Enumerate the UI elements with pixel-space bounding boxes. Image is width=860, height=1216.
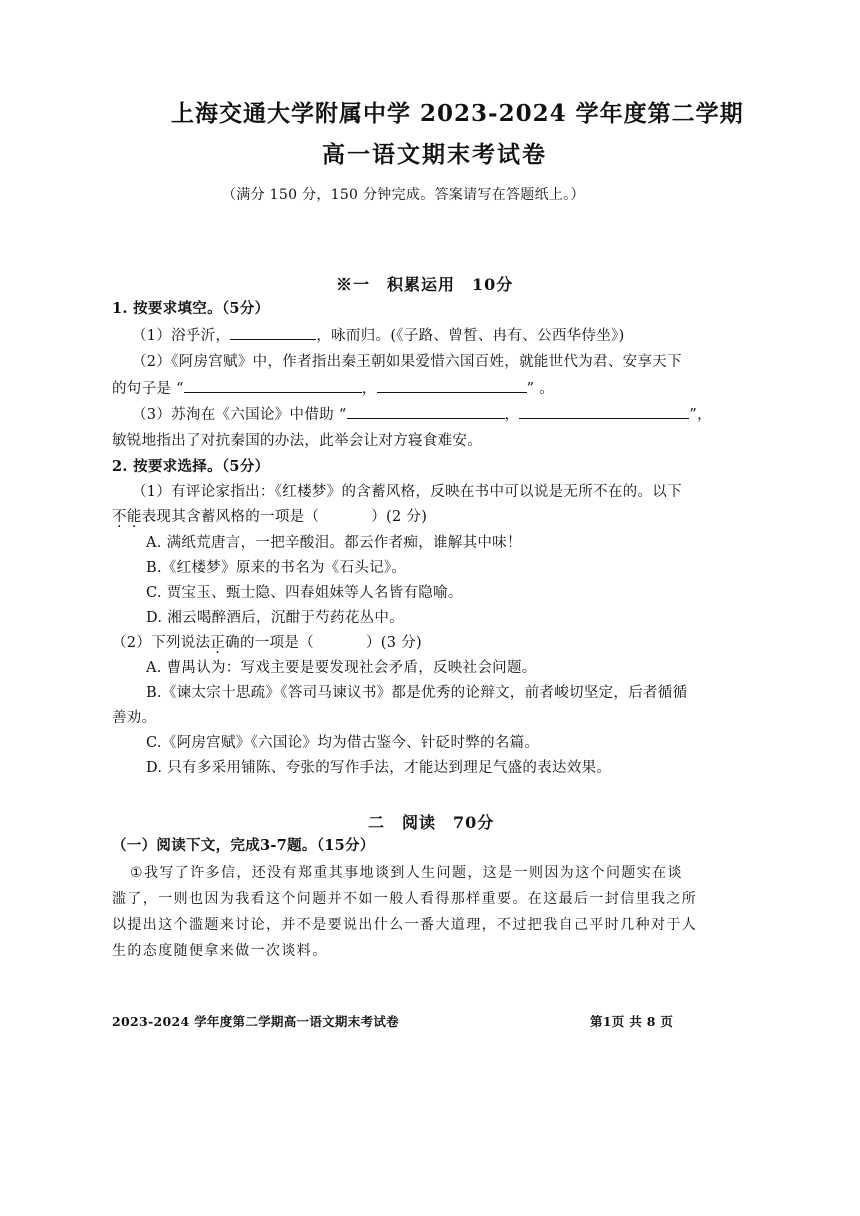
q2-part2-option-b-line2: 善劝。 (112, 710, 157, 726)
q1-item3-blank2[interactable] (519, 404, 689, 419)
q2-part2-stem (112, 631, 422, 652)
q2-part1-option-c: C. 贾宝玉、甄士隐、四春姐妹等人名皆有隐喻。 (146, 585, 463, 601)
q2-part1-score: ）(2 分) (371, 509, 428, 525)
passage-line: 生的态度随便拿来做一次谈料。 (112, 943, 328, 959)
q2-part2-option-c: C.《阿房宫赋》《六国论》均为借古鉴今、针砭时弊的名篇。 (146, 735, 540, 751)
q2-part1-option-d: D. 湘云喝醉酒后，沉酣于芍药花丛中。 (146, 610, 405, 626)
q2-part2-option-a: A. 曹禺认为：写戏主要是要发现社会矛盾，反映社会问题。 (146, 660, 537, 676)
q2-part2-option-d: D. 只有多采用铺陈、夸张的写作手法，才能达到理足气盛的表达效果。 (146, 760, 612, 776)
q1-item3-line2: 敏锐地指出了对抗秦国的办法，此举会让对方寝食难安。 (112, 433, 482, 449)
q2-part2-option-b-line1: B.《谏太宗十思疏》《答司马谏议书》都是优秀的论辩文，前者峻切坚定，后者循循 (146, 685, 688, 701)
q1-item2-comma: ， (361, 381, 377, 397)
q1-item3-prefix: （3）苏洵在《六国论》中借助 “ (132, 407, 347, 423)
q2-part1-line2 (112, 505, 427, 526)
section2-heading: 二 阅读 70分 (368, 813, 495, 832)
q1-item1-blank[interactable] (230, 325, 316, 340)
passage-line: ①我写了许多信，还没有郑重其事地谈到人生问题，这是一则因为这个问题实在谈 (130, 865, 683, 881)
q1-item3-blank1[interactable] (347, 404, 505, 419)
q2-part1-line1: （1）有评论家指出：《红楼梦》的含蓄风格，反映在书中可以说是无所不在的。以下 (132, 484, 682, 500)
footer-page-number: 第1页 共 8 页 (590, 1014, 674, 1029)
q1-item2-suffix: ” 。 (526, 381, 555, 397)
q1-item1-prefix: （1）浴乎沂， (132, 328, 231, 344)
emphasis-char-neng: 能 (126, 509, 142, 525)
passage-line: 滥了，一则也因为我看这个问题并不如一般人看得那样重要。在这最后一封信里我之所 (112, 891, 698, 907)
section1-heading: ※一 积累运用 10分 (336, 275, 514, 294)
q2-part1-option-b: B.《红楼梦》原来的书名为《石头记》。 (146, 560, 407, 576)
q1-item1-suffix: ，咏而归。(《子路、曾皙、冉有、公西华侍坐》) (316, 328, 625, 344)
q1-item3-comma: ， (504, 407, 520, 423)
q1-item3-suffix: ”， (689, 407, 712, 423)
q1-title: 1. 按要求填空。（5分） (112, 300, 270, 317)
q1-item1 (132, 324, 625, 345)
exam-title-line2: 高一语文期末考试卷 (322, 141, 547, 168)
footer-exam-name: 2023-2024 学年度第二学期高一语文期末考试卷 (112, 1014, 399, 1029)
q2-part1-stem: 表现其含蓄风格的一项是（ (141, 509, 320, 525)
exam-title-line1: 上海交通大学附属中学 2023-2024 学年度第二学期 (171, 100, 744, 127)
q2-title: 2. 按要求选择。（5分） (112, 458, 270, 475)
q1-item3-line1 (132, 403, 712, 424)
q2-part2-stem-a: （2）下列说法 (112, 635, 211, 651)
q1-item2-line2 (112, 377, 554, 398)
q1-item2-blank1[interactable] (184, 378, 362, 393)
emphasis-char-zheng: 正 (210, 635, 226, 651)
q1-item2-prefix: 的句子是 “ (112, 381, 184, 397)
q2-part1-option-a: A. 满纸荒唐言，一把辛酸泪。都云作者痴，谁解其中味！ (146, 535, 522, 551)
reading-part1-title: （一）阅读下文，完成3-7题。（15分） (112, 837, 375, 854)
q1-item2-line1: （2）《阿房宫赋》中，作者指出秦王朝如果爱惜六国百姓，就能世代为君、安享天下 (132, 354, 682, 370)
q1-item2-blank2[interactable] (377, 378, 527, 393)
q2-part2-stem-c: 确的一项是（ (225, 635, 314, 651)
q2-part2-score: ）(3 分) (365, 635, 422, 651)
emphasis-char-bu: 不 (112, 509, 127, 525)
passage-line: 以提出这个滥题来讨论，并不是要说出什么一番大道理，不过把我自己平时几种对于人 (112, 917, 698, 933)
exam-instructions: （满分 150 分，150 分钟完成。答案请写在答题纸上。） (222, 187, 585, 203)
